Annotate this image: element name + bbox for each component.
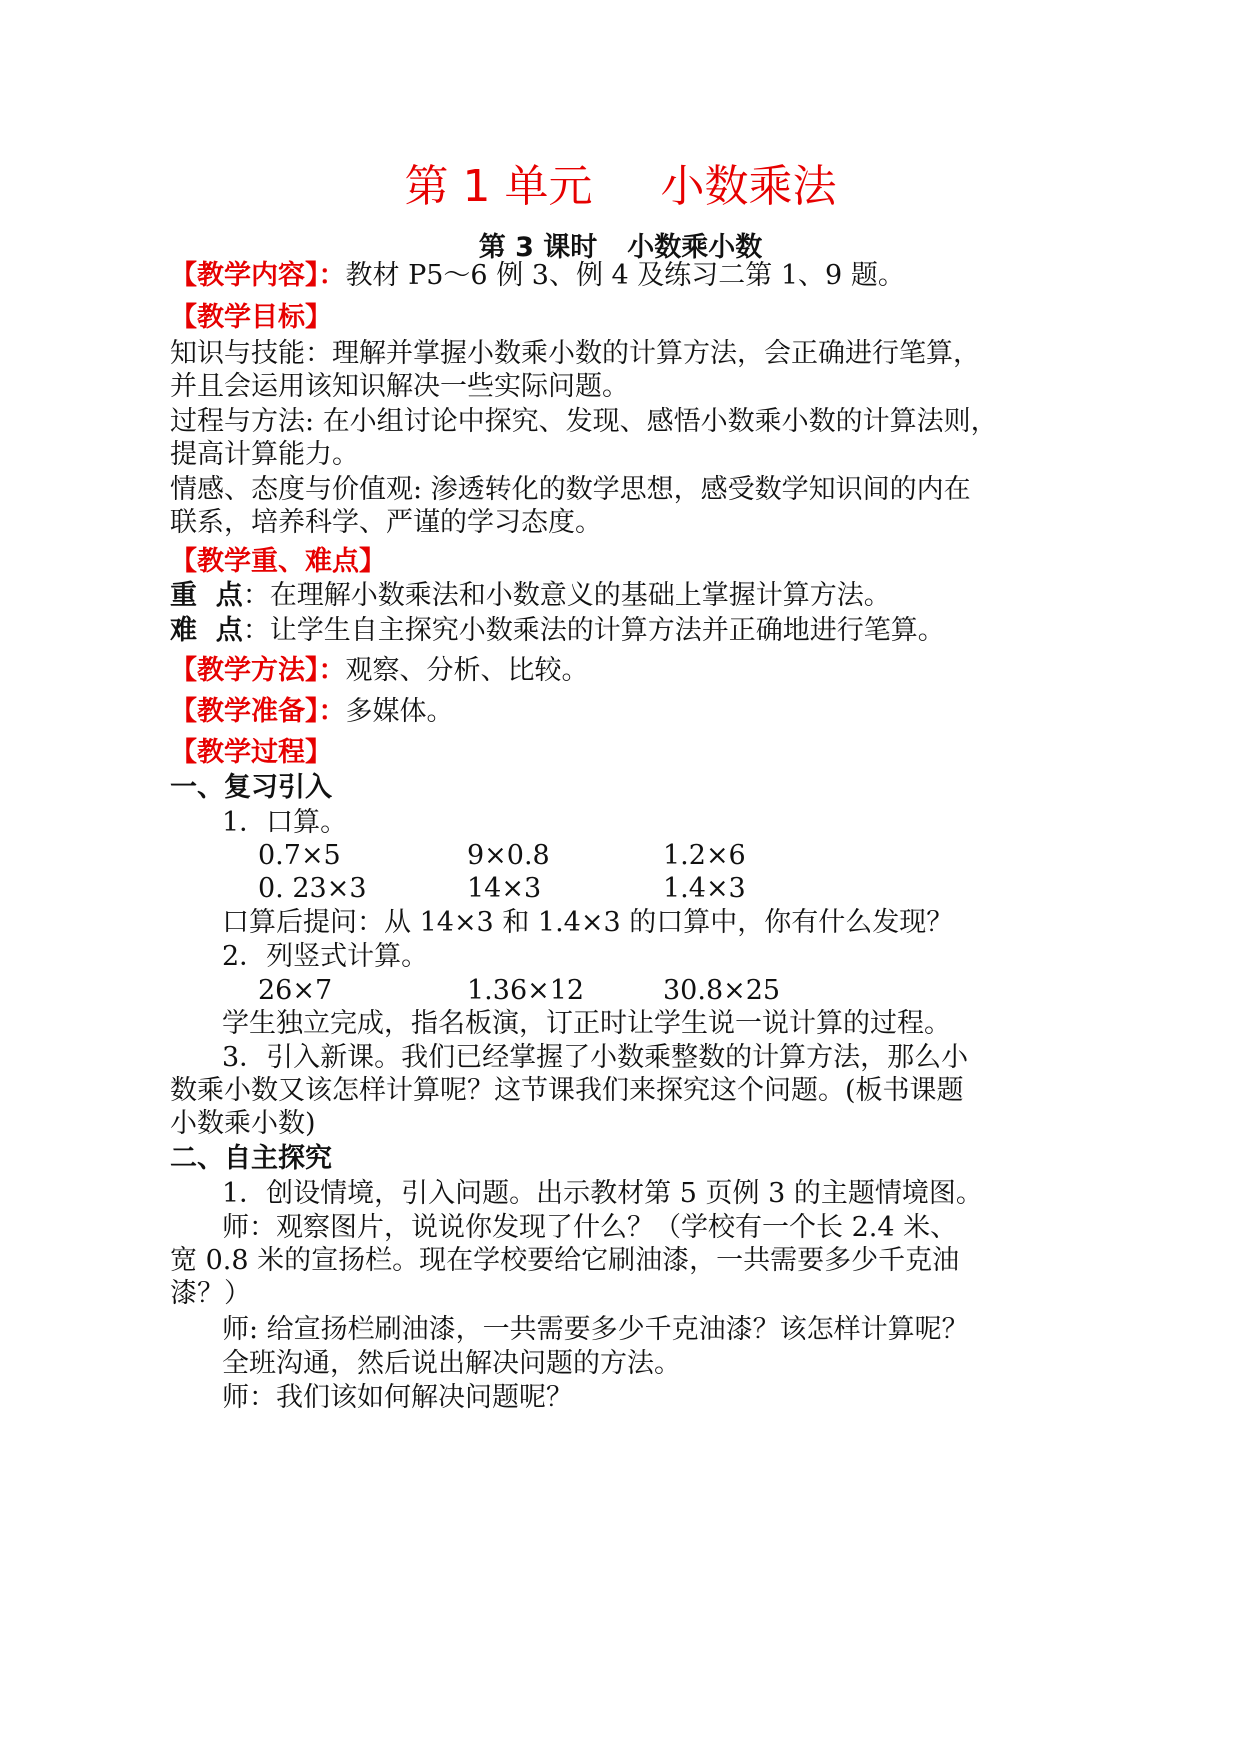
goal-line: 知识与技能：理解并掌握小数乘小数的计算方法，会正确进行笔算，	[170, 338, 980, 369]
goal-line: 过程与方法: 在小组讨论中探究、发现、感悟小数乘小数的计算法则，	[170, 406, 998, 437]
review-item-3-line: 数乘小数又该怎样计算呢？这节课我们来探究这个问题。(板书课题	[170, 1075, 964, 1106]
teaching-prep	[170, 694, 454, 730]
oral-expression: 14×3	[467, 873, 542, 904]
oral-expression: 0.7×5	[258, 840, 341, 871]
subtitle-lesson: 第 3 课时	[478, 232, 598, 263]
teaching-content-text: 教材 P5～6 例 3、例 4 及练习二第 1、9 题。	[345, 260, 905, 291]
explore-line: 全班沟通，然后说出解决问题的方法。	[222, 1348, 681, 1379]
teaching-goals-label: 【教学目标】	[170, 302, 332, 333]
section-heading-explore: 二、自主探究	[170, 1143, 332, 1174]
explore-line: 宽 0.8 米的宣扬栏。现在学校要给它刷油漆，一共需要多少千克油	[170, 1245, 960, 1276]
difficult-point-label: 难 点	[170, 615, 243, 646]
teaching-method-label: 【教学方法】：	[170, 655, 346, 686]
goal-line: 情感、态度与价值观: 渗透转化的数学思想，感受数学知识间的内在	[170, 474, 971, 505]
key-difficult-label: 【教学重、难点】	[170, 546, 386, 577]
review-item-2: 2．列竖式计算。	[222, 941, 429, 972]
teaching-method-text: 观察、分析、比较。	[345, 655, 589, 686]
difficult-point-text: ：让学生自主探究小数乘法的计算方法并正确地进行笔算。	[242, 615, 945, 646]
oral-expression: 1.4×3	[663, 873, 746, 904]
oral-expression: 9×0.8	[467, 840, 550, 871]
goal-line: 并且会运用该知识解决一些实际问题。	[170, 371, 629, 402]
teaching-method	[170, 653, 589, 689]
explore-line: 漆？）	[170, 1278, 251, 1309]
review-item-3-line: 3．引入新课。我们已经掌握了小数乘整数的计算方法，那么小	[222, 1042, 969, 1073]
oral-expression: 1.2×6	[663, 840, 746, 871]
explore-line: 1．创设情境，引入问题。出示教材第 5 页例 3 的主题情境图。	[222, 1178, 983, 1209]
oral-question: 口算后提问：从 14×3 和 1.4×3 的口算中，你有什么发现？	[222, 907, 954, 938]
teaching-process-label: 【教学过程】	[170, 737, 332, 768]
vertical-calc: 26×7	[258, 975, 333, 1006]
oral-expression: 0. 23×3	[258, 873, 367, 904]
vertical-calc: 1.36×12	[467, 975, 585, 1006]
goal-line: 提高计算能力。	[170, 439, 359, 470]
title-topic: 小数乘法	[660, 161, 837, 212]
explore-line: 师：我们该如何解决问题呢？	[222, 1382, 573, 1413]
teaching-content-label: 【教学内容】：	[170, 260, 346, 291]
key-point	[170, 578, 891, 614]
teaching-content	[170, 258, 905, 294]
difficult-point	[170, 613, 945, 649]
teaching-prep-text: 多媒体。	[345, 696, 454, 727]
review-item-3-line: 小数乘小数)	[170, 1108, 316, 1139]
title-unit: 第 1 单元	[404, 161, 593, 212]
explore-line: 师：观察图片，说说你发现了什么？（学校有一个长 2.4 米、	[222, 1212, 958, 1243]
explore-line: 师: 给宣扬栏刷油漆，一共需要多少千克油漆？该怎样计算呢？	[222, 1314, 969, 1345]
key-point-text: ：在理解小数乘法和小数意义的基础上掌握计算方法。	[242, 580, 891, 611]
subtitle-topic: 小数乘小数	[627, 232, 763, 263]
review-item-1: 1．口算。	[222, 807, 348, 838]
goal-line: 联系，培养科学、严谨的学习态度。	[170, 507, 602, 538]
key-point-label: 重 点	[170, 580, 243, 611]
section-heading-review: 一、复习引入	[170, 772, 332, 803]
vertical-calc: 30.8×25	[663, 975, 781, 1006]
page-title	[0, 158, 1241, 216]
teaching-prep-label: 【教学准备】：	[170, 696, 346, 727]
review-item-2-note: 学生独立完成，指名板演，订正时让学生说一说计算的过程。	[222, 1008, 951, 1039]
